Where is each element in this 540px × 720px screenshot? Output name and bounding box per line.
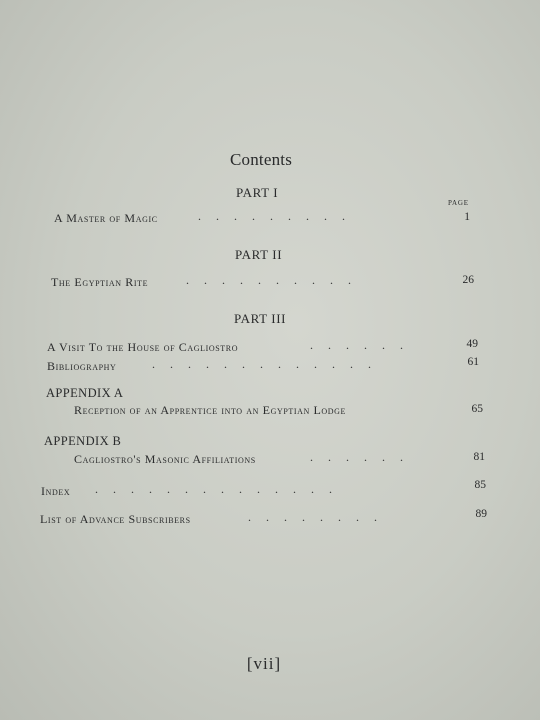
toc-entry-title: Index xyxy=(41,484,71,498)
page-folio: [vii] xyxy=(246,654,282,673)
toc-page-number: 81 xyxy=(473,451,485,463)
toc-page-number: 61 xyxy=(467,356,479,368)
toc-entry-title: Bibliography xyxy=(47,359,117,373)
part-heading: PART II xyxy=(235,247,283,262)
appendix-heading: APPENDIX B xyxy=(44,434,122,448)
toc-entry-title: Cagliostro's Masonic Affiliations xyxy=(74,452,256,466)
toc-leader: . . . . . . xyxy=(310,450,403,464)
toc-entry-title: A Visit To the House of Cagliostro xyxy=(47,340,239,354)
toc-page-number: 85 xyxy=(474,479,486,491)
toc-leader: . . . . . . . . . . . . . . xyxy=(95,482,332,496)
appendix-heading: APPENDIX A xyxy=(46,386,124,400)
toc-entry-title: Reception of an Apprentice into an Egyptian Lodge xyxy=(74,403,347,417)
part-heading: PART I xyxy=(236,185,279,200)
toc-entry-title: A Master of Magic xyxy=(54,211,158,225)
toc-entry-title: The Egyptian Rite xyxy=(51,275,149,289)
page-title: Contents xyxy=(229,150,293,169)
part-heading: PART III xyxy=(234,311,287,326)
toc-leader: . . . . . . . . . . xyxy=(186,273,351,287)
toc-page-number: 26 xyxy=(462,274,474,286)
page-column-header: PAGE xyxy=(448,199,469,207)
toc-leader: . . . . . . . . xyxy=(248,510,377,524)
toc-page-number: 65 xyxy=(471,403,483,415)
toc-leader: . . . . . . . . . xyxy=(198,209,345,223)
toc-leader: . . . . . . . . . . . . . xyxy=(152,357,371,371)
toc-page-number: 49 xyxy=(466,338,478,350)
toc-entry-title: List of Advance Subscribers xyxy=(40,512,191,526)
toc-leader: . . . . . . xyxy=(310,338,403,352)
toc-page-number: 89 xyxy=(475,508,487,520)
toc-page-number: 1 xyxy=(464,211,470,223)
